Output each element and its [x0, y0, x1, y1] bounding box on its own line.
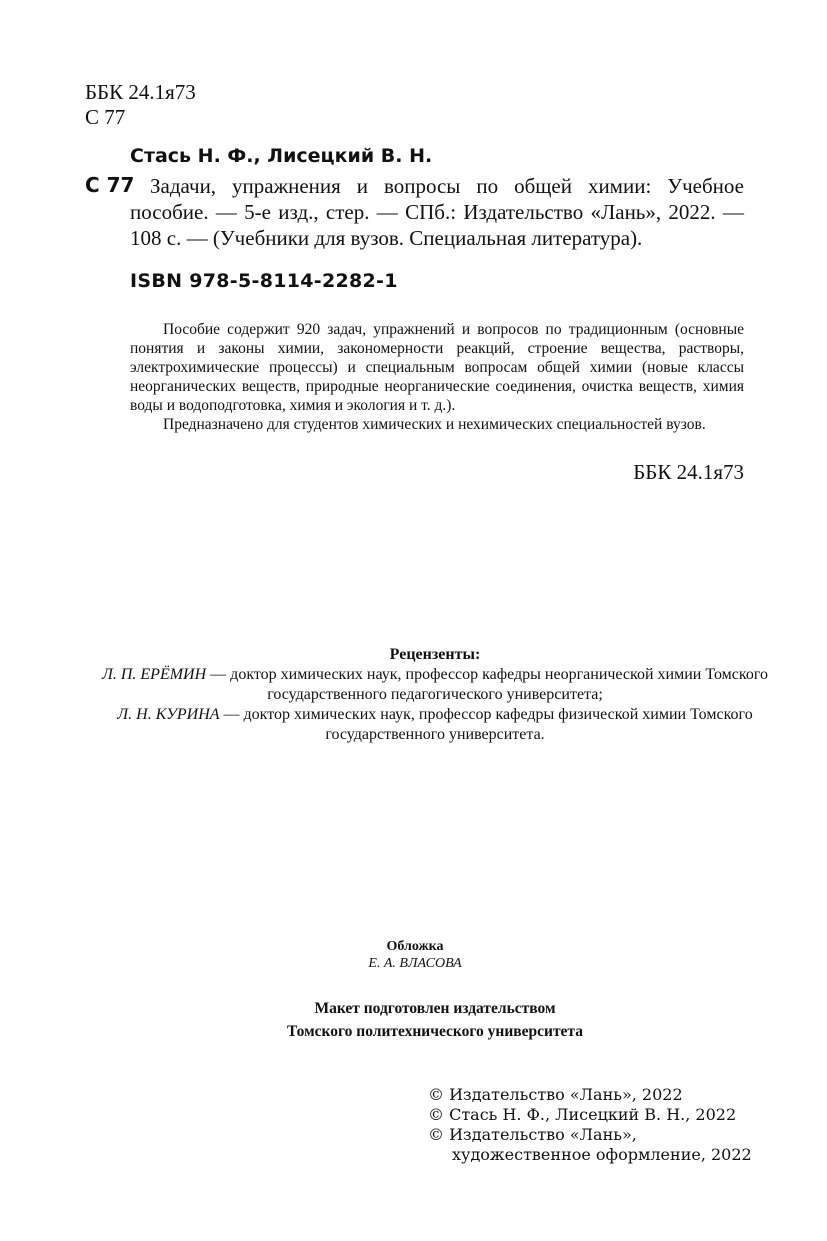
copyright-line-2: © Стась Н. Ф., Лисецкий В. Н., 2022 [428, 1105, 737, 1124]
reviewer-2 [85, 705, 785, 745]
reviewer-2-text: — доктор химических наук, профессор кафедры физической химии Томского государственного университета. [219, 706, 753, 743]
cover-label: Обложка [386, 939, 444, 954]
bibliographic-description [130, 173, 744, 251]
abstract-paragraph-1: Пособие содержит 920 задач, упражнений и вопросов по традиционным (основные понятия и законы химии, закономерности реакций, строение вещества, растворы, электрохимические процессы) и специальным вопросам общей химии (новые классы неорганических веществ, природные неорганические соединения, очистка веществ, химия воды и водоподготовка, химия и экология и т. д.). [130, 321, 744, 414]
bbk-header [85, 80, 196, 130]
title-text: Задачи, упражнения и вопросы по общей химии: Учебное пособие. — 5-е изд., стер. — СПб.: Издательство «Лань», 2022. — 108 с. — (Учебники для вузов. Специальная литература). [130, 174, 744, 250]
layout-credit-line-1: Макет подготовлен издательством [314, 1000, 556, 1017]
bbk-code: ББК 24.1я73 [85, 80, 196, 104]
abstract-paragraph-2: Предназначено для студентов химических и нехимических специальностей вузов. [163, 416, 706, 433]
authors: Стась Н. Ф., Лисецкий В. Н. [130, 145, 433, 167]
copyright-line-3: © Издательство «Лань», [428, 1125, 637, 1144]
reviewer-2-name: Л. Н. КУРИНА [117, 706, 220, 723]
bbk-code-bottom: ББК 24.1я73 [633, 460, 744, 484]
catalog-mark-top: С 77 [85, 105, 126, 129]
copyright-line-4: художественное оформление, 2022 [452, 1145, 752, 1164]
reviewers-heading: Рецензенты: [389, 646, 481, 663]
reviewers-section [85, 645, 785, 745]
reviewer-1-text: — доктор химических наук, профессор кафедры неорганической химии Томского государственного педагогического университета; [206, 666, 768, 703]
reviewer-1 [85, 665, 785, 705]
copyright-block [428, 1085, 752, 1165]
isbn: ISBN 978-5-8114-2282-1 [130, 270, 398, 292]
layout-credit-line-2: Томского политехнического университета [287, 1023, 583, 1040]
reviewer-1-name: Л. П. ЕРЁМИН [102, 666, 207, 683]
catalog-mark: С 77 [85, 173, 135, 197]
abstract [130, 320, 744, 434]
cover-artist: Е. А. ВЛАСОВА [368, 956, 462, 971]
layout-credit [85, 997, 785, 1043]
cover-credit [85, 938, 745, 972]
copyright-line-1: © Издательство «Лань», 2022 [428, 1085, 683, 1104]
